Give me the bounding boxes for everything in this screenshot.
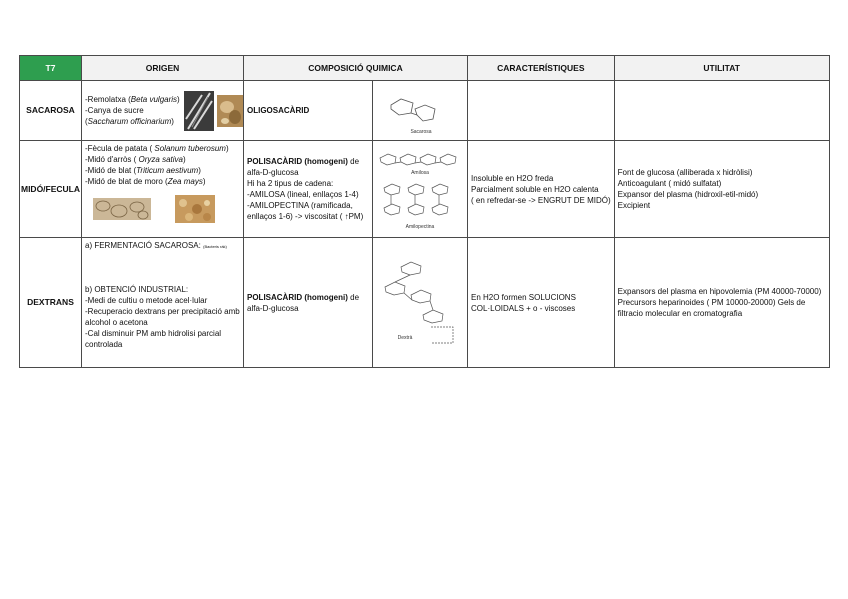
origen-line: -Midó d'arròs ( Oryza sativa) [85,155,186,164]
origen-line: b) OBTENCIÓ INDUSTRIAL: [85,285,189,294]
utilitat-line: Font de glucosa (alliberada x hidròlisi) [617,168,753,177]
sucrose-structure-image [385,87,455,135]
origen-line: a) FERMENTACIÓ SACAROSA: (Bacteris ràk) [85,241,227,250]
utilitat-line: Expansor del plasma (hidroxil-etil-midó) [617,190,759,199]
starch-micrograph-1 [93,198,151,220]
mido-caracteristiques-cell [468,141,615,238]
row-dextrans [20,238,830,368]
utilitat-line: Excipient [617,201,651,210]
utilitat-line: Precursors heparinoides ( PM 10000-20000) Gels de filtracio molecular en cromatografia [617,298,806,318]
header-row [20,56,830,81]
sugar-beet-photo [217,95,243,127]
dextrans-utilitat-cell [614,238,829,368]
sacarosa-structure-cell [373,81,468,141]
origen-line: -Midó de blat de moro (Zea mays) [85,177,206,186]
dextran-caption: Dextrà [397,334,413,341]
caracteristica-line: ( en refredar-se -> ENGRUT DE MIDÓ) [471,195,611,205]
caracteristica-line: Parcialment soluble en H2O calenta [471,184,599,194]
composicio-text: Hi ha 2 tipus de cadena: [247,179,334,188]
dextrans-origen-cell [82,238,244,368]
origen-line: -Recuperacio dextrans per precipitació amb alcohol o acetona [85,307,240,327]
sucrose-caption: Sacarosa [410,128,432,135]
composicio-text: -AMILOPECTINA (ramificada, enllaços 1-6) -> viscositat ( ↑PM) [247,201,364,221]
row-label-dextrans: DEXTRANS [20,238,82,368]
origen-line: (Saccharum officinarium) [85,117,174,126]
dextran-structure-image [375,253,465,353]
mido-utilitat-cell [614,141,829,238]
starch-micrograph-2 [175,195,215,223]
origen-line: -Midó de blat (Triticum aestivum) [85,166,201,175]
dextrans-caracteristiques-cell [468,238,615,368]
sugarcane-photo [184,91,214,131]
origen-line: -Canya de sucre [85,106,144,115]
caracteristica-line: COL·LOIDALS + o - viscoses [471,303,576,313]
row-label-mido: MIDÓ/FECULA [20,141,82,238]
header-utilitat: UTILITAT [614,56,829,81]
dextrans-structure-cell [373,238,468,368]
caracteristica-line: Insoluble en H2O freda [471,173,554,183]
origen-line: -Fècula de patata ( Solanum tuberosum) [85,144,229,153]
mido-composicio-cell [244,141,373,238]
header-caracteristiques: CARACTERÍSTIQUES [468,56,615,81]
row-mido [20,141,830,238]
amylose-caption: Amilosa [411,170,429,176]
origen-line: -Medi de cultiu o metode acel·lular [85,296,208,305]
carbohydrates-table [19,55,830,368]
composicio-text: OLIGOSACÀRID [247,106,310,115]
amylopectin-caption: Amilopectina [405,224,435,230]
mido-structure-cell [373,141,468,238]
mido-origen-cell [82,141,244,238]
amylose-amylopectin-structure-image [376,144,464,234]
row-sacarosa [20,81,830,141]
header-t7: T7 [20,56,82,81]
origen-line: -Remolatxa (Beta vulgaris) [85,95,180,104]
dextrans-composicio-cell [244,238,373,368]
utilitat-line: Expansors del plasma en hipovolemia (PM 40000-70000) [617,287,822,296]
sacarosa-origen-cell [82,81,244,141]
header-composicio: COMPOSICIÓ QUIMICA [244,56,468,81]
caracteristica-line: En H2O formen SOLUCIONS [471,292,576,302]
composicio-text: -AMILOSA (lineal, enllaços 1-4) [247,190,359,199]
composicio-text: POLISACÀRID (homogeni) de alfa-D-glucosa [247,157,360,177]
utilitat-line: Anticoagulant ( midó sulfatat) [617,179,722,188]
sacarosa-utilitat-cell [614,81,829,141]
origen-line: -Cal disminuir PM amb hidrolisi parcial controlada [85,329,222,349]
header-origen: ORIGEN [82,56,244,81]
sacarosa-composicio-cell [244,81,373,141]
composicio-text: POLISACÀRID (homogeni) de alfa-D-glucosa [247,292,360,313]
sacarosa-caracteristiques-cell [468,81,615,141]
row-label-sacarosa: SACAROSA [20,81,82,141]
